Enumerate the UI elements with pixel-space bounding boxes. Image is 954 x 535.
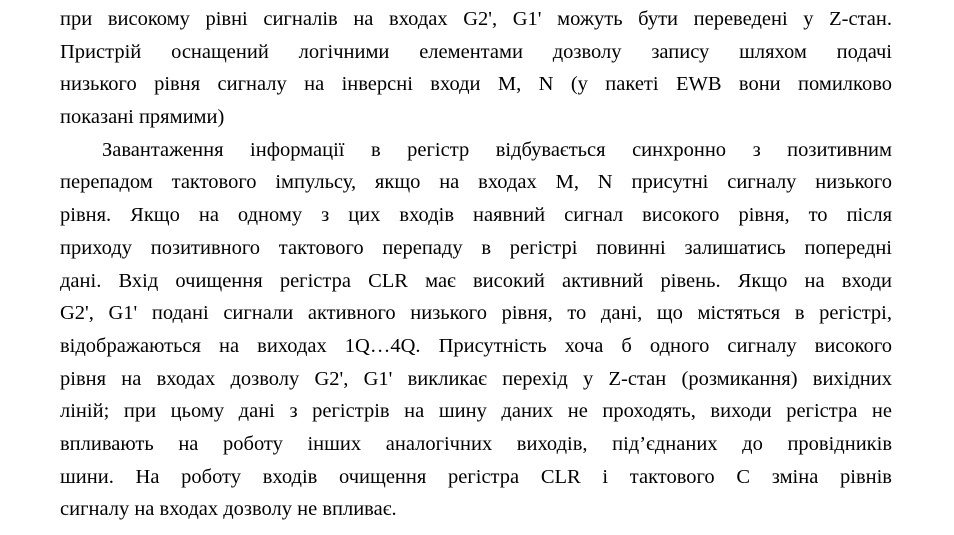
text-line: рівня. Якщо на одному з цих входів наявний сигнал високого рівня, то після [60,204,892,227]
text-line: перепадом тактового імпульсу, якщо на входах M, N присутні сигналу низького [60,171,892,194]
text-line: показані прямими) [60,106,225,129]
text-line: Завантаження інформації в регістр відбувається синхронно з позитивним [102,138,892,161]
text-line: ліній; при цьому дані з регістрів на шину даних не проходять, виходи регістра не [60,400,892,423]
text-line: Пристрій оснащений логічними елементами дозволу запису шляхом подачі [60,40,892,63]
text-line: низького рівня сигналу на інверсні входи M, N (у пакеті EWB вони помилково [60,73,892,96]
text-line: сигналу на входах дозволу не впливає. [60,498,397,521]
text-line: дані. Вхід очищення регістра CLR має високий активний рівень. Якщо на входи [60,269,892,292]
text-line: рівня на входах дозволу G2', G1' викликає перехід у Z-стан (розмикання) вихідних [60,367,892,390]
text-line: шини. На роботу входів очищення регістра CLR і тактового C зміна рівнів [60,465,892,488]
text-line: приходу позитивного тактового перепаду в регістрі повинні залишатись попередні [60,236,892,259]
paragraph-register-loading [60,134,892,526]
document-page [60,3,892,526]
paragraph-z-state-inputs [60,3,892,134]
text-line: при високому рівні сигналів на входах G2', G1' можуть бути переведені у Z-стан. [60,8,892,30]
text-line: відображаються на виходах 1Q…4Q. Присутність хоча б одного сигналу високого [60,334,892,357]
text-line: впливають на роботу інших аналогічних виходів, під’єднаних до провідників [60,432,892,455]
text-line: G2', G1' подані сигнали активного низького рівня, то дані, що містяться в регістрі, [60,302,892,325]
